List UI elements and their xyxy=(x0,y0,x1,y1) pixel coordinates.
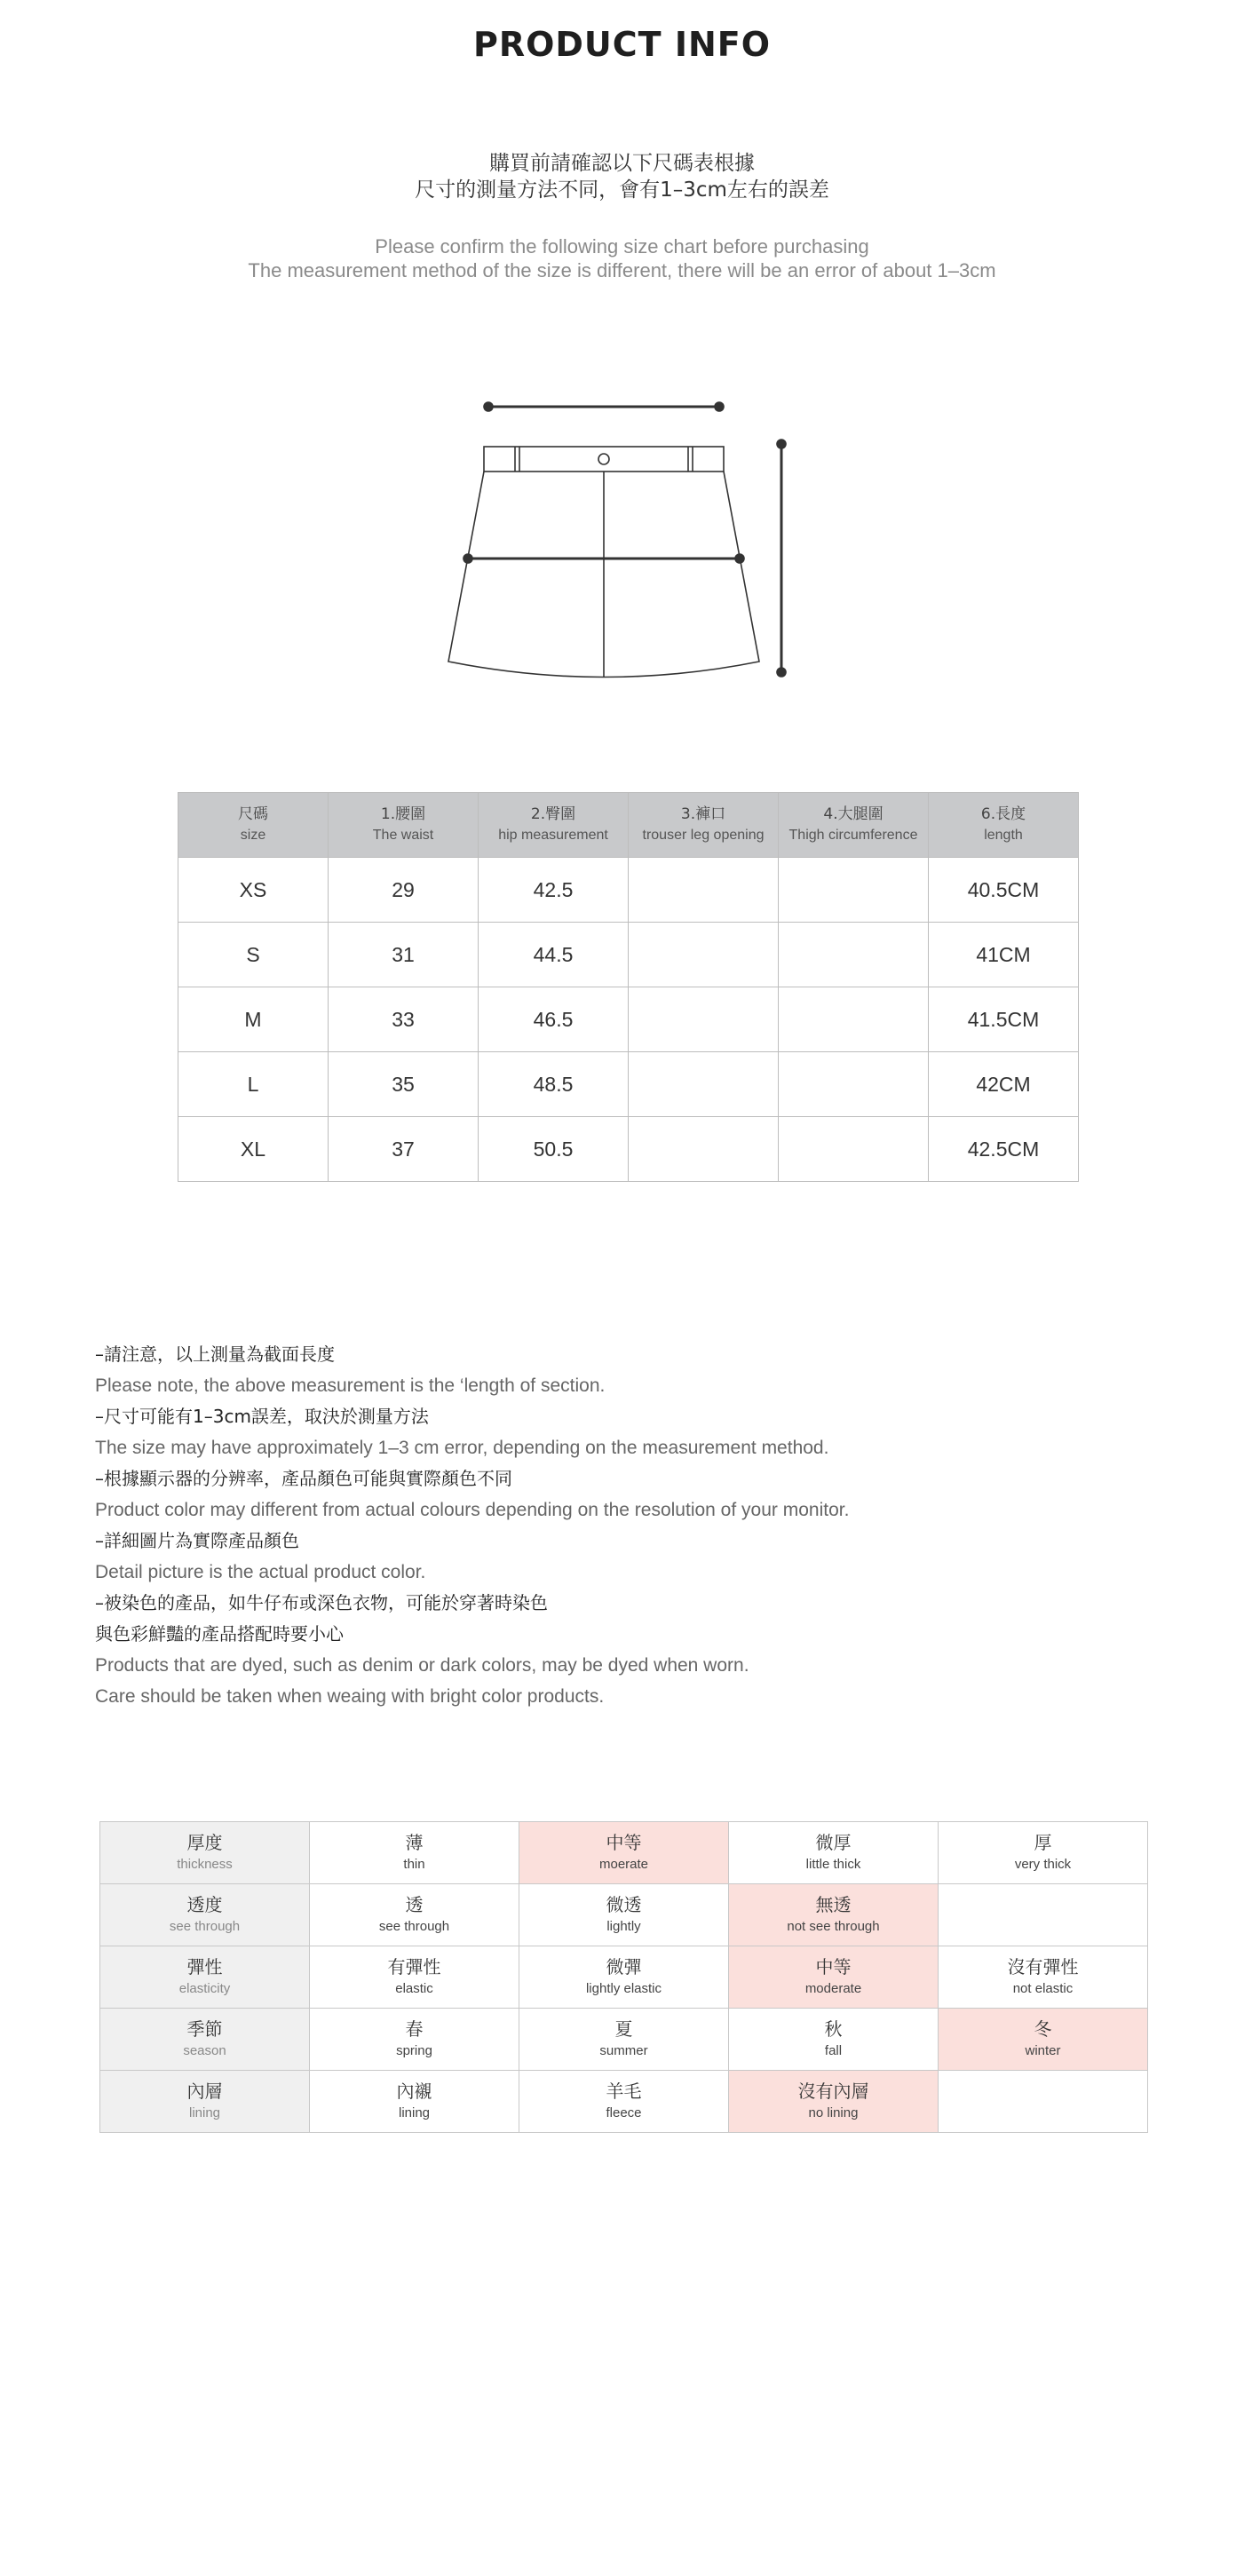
leg-opening-cell xyxy=(629,1052,779,1117)
label-zh: 內層 xyxy=(186,2081,223,2102)
fabric-row-season xyxy=(100,2009,1148,2071)
fabric-row-thickness xyxy=(100,1822,1148,1884)
fabric-row-lining xyxy=(100,2071,1148,2133)
length-cell: 41CM xyxy=(929,923,1079,987)
hip-cell: 50.5 xyxy=(479,1117,629,1182)
header-zh: 4.大腿圍 xyxy=(823,805,883,823)
size-row-xs xyxy=(178,858,1079,923)
fabric-row-see-through xyxy=(100,1884,1148,1946)
fabric-option-cell xyxy=(939,2071,1148,2133)
length-cell: 42CM xyxy=(929,1052,1079,1117)
option-zh: 微透 xyxy=(606,1894,642,1915)
waist-measure-dot-right xyxy=(715,402,724,411)
option-en: winter xyxy=(1025,2043,1061,2058)
length-measure-dot-top xyxy=(777,440,786,448)
page-title: PRODUCT INFO xyxy=(472,25,772,64)
option-en: lightly xyxy=(606,1919,641,1934)
option-en: moderate xyxy=(804,1981,862,1996)
option-zh: 微彈 xyxy=(606,1956,642,1978)
hip-cell: 48.5 xyxy=(479,1052,629,1117)
fabric-option-cell xyxy=(729,1822,939,1884)
option-zh: 微厚 xyxy=(815,1832,852,1853)
note-line: –根據顯示器的分辨率，產品顏色可能與實際顏色不同 xyxy=(95,1468,512,1489)
waist-cell: 33 xyxy=(329,987,479,1052)
option-en: not elastic xyxy=(1012,1981,1074,1996)
fabric-option-cell xyxy=(310,1946,519,2009)
fabric-label-cell xyxy=(100,1822,310,1884)
fabric-option-cell xyxy=(519,1884,729,1946)
note-line: Care should be taken when weaing with bright color products. xyxy=(95,1686,605,1707)
fabric-label-cell xyxy=(100,2071,310,2133)
length-cell: 40.5CM xyxy=(929,858,1079,923)
length-cell: 41.5CM xyxy=(929,987,1079,1052)
label-zh: 季節 xyxy=(186,2018,223,2040)
intro-en-line-1: Please confirm the following size chart before purchasing xyxy=(375,235,869,258)
size-chart-table xyxy=(178,792,1079,1182)
option-zh: 冬 xyxy=(1034,2018,1052,2040)
leg-opening-header-cell xyxy=(629,793,779,858)
size-row-xl xyxy=(178,1117,1079,1182)
intro-zh-line-2: 尺寸的測量方法不同，會有1–3cm左右的誤差 xyxy=(415,178,829,202)
option-en: fleece xyxy=(606,2105,642,2120)
option-en: lining xyxy=(398,2105,431,2120)
note-line: –尺寸可能有1–3cm誤差，取決於測量方法 xyxy=(95,1406,429,1427)
option-en: not see through xyxy=(787,1919,880,1934)
skirt-measurement-diagram xyxy=(417,377,835,697)
fabric-option-cell xyxy=(519,1822,729,1884)
option-en: moerate xyxy=(598,1857,649,1872)
note-line: 與色彩鮮豔的產品搭配時要小心 xyxy=(95,1623,344,1645)
waist-cell: 35 xyxy=(329,1052,479,1117)
label-en: thickness xyxy=(177,1857,233,1872)
thigh-cell xyxy=(779,987,929,1052)
note-line: Please note, the above measurement is the ‘length of section. xyxy=(95,1375,606,1396)
leg-opening-cell xyxy=(629,858,779,923)
fabric-option-cell xyxy=(729,1884,939,1946)
option-en: thin xyxy=(403,1857,425,1872)
option-en: summer xyxy=(599,2043,648,2058)
leg-opening-cell xyxy=(629,987,779,1052)
option-en: elastic xyxy=(395,1981,433,1996)
thigh-cell xyxy=(779,1117,929,1182)
option-zh: 秋 xyxy=(824,2018,843,2040)
label-zh: 厚度 xyxy=(186,1832,223,1853)
waist-cell: 31 xyxy=(329,923,479,987)
size-cell: S xyxy=(178,923,329,987)
fabric-option-cell xyxy=(310,1884,519,1946)
option-en: little thick xyxy=(805,1857,861,1872)
option-zh: 內襯 xyxy=(396,2081,432,2102)
fabric-label-cell xyxy=(100,2009,310,2071)
size-row-m xyxy=(178,987,1079,1052)
option-zh: 沒有內層 xyxy=(797,2081,869,2102)
option-zh: 春 xyxy=(405,2018,424,2040)
hip-cell: 42.5 xyxy=(479,858,629,923)
fabric-option-cell xyxy=(310,2071,519,2133)
intro-zh-line-1: 購買前請確認以下尺碼表根據 xyxy=(489,152,755,175)
fabric-option-cell xyxy=(729,2071,939,2133)
header-en: Thigh circumference xyxy=(788,828,918,843)
fabric-option-cell xyxy=(939,1884,1148,1946)
option-zh: 中等 xyxy=(815,1956,852,1978)
label-zh: 彈性 xyxy=(186,1956,223,1978)
hip-header-cell xyxy=(479,793,629,858)
size-cell: XS xyxy=(178,858,329,923)
intro-en-line-2: The measurement method of the size is different, there will be an error of about 1–3cm xyxy=(248,259,996,281)
waist-measure-dot-left xyxy=(484,402,493,411)
option-en: lightly elastic xyxy=(585,1981,662,1996)
note-line: Detail picture is the actual product color. xyxy=(95,1562,426,1582)
fabric-option-cell xyxy=(729,1946,939,2009)
header-zh: 尺碼 xyxy=(238,805,268,823)
fabric-option-cell xyxy=(939,2009,1148,2071)
size-header-cell xyxy=(178,793,329,858)
option-zh: 有彈性 xyxy=(387,1956,441,1978)
header-zh: 1.腰圍 xyxy=(380,805,426,823)
note-line: –請注意，以上測量為截面長度 xyxy=(95,1343,335,1365)
header-en: hip measurement xyxy=(498,828,608,843)
note-line: –被染色的產品，如牛仔布或深色衣物，可能於穿著時染色 xyxy=(95,1592,548,1613)
note-line: –詳細圖片為實際產品顏色 xyxy=(95,1530,299,1551)
leg-opening-cell xyxy=(629,1117,779,1182)
header-en: length xyxy=(984,828,1023,843)
length-measure-dot-bottom xyxy=(777,668,786,677)
thigh-header-cell xyxy=(779,793,929,858)
size-cell: L xyxy=(178,1052,329,1117)
option-en: see through xyxy=(378,1919,450,1934)
option-en: fall xyxy=(824,2043,843,2058)
label-en: season xyxy=(183,2043,226,2058)
option-en: very thick xyxy=(1014,1857,1072,1872)
header-zh: 3.褲口 xyxy=(680,805,726,823)
leg-opening-cell xyxy=(629,923,779,987)
waist-header-cell xyxy=(329,793,479,858)
waist-cell: 37 xyxy=(329,1117,479,1182)
waist-cell: 29 xyxy=(329,858,479,923)
thigh-cell xyxy=(779,1052,929,1117)
fabric-option-cell xyxy=(939,1946,1148,2009)
label-en: lining xyxy=(188,2105,221,2120)
waist-button xyxy=(598,454,609,464)
fabric-option-cell xyxy=(310,1822,519,1884)
fabric-option-cell xyxy=(729,2009,939,2071)
fabric-label-cell xyxy=(100,1884,310,1946)
hip-measure-dot-right xyxy=(735,554,744,563)
size-cell: M xyxy=(178,987,329,1052)
header-zh: 2.臀圍 xyxy=(530,805,576,823)
option-zh: 羊毛 xyxy=(606,2081,642,2102)
fabric-row-elasticity xyxy=(100,1946,1148,2009)
length-header-cell xyxy=(929,793,1079,858)
option-zh: 中等 xyxy=(606,1832,642,1853)
fabric-properties-table xyxy=(99,1821,1148,2133)
note-line: Product color may different from actual colours depending on the resolution of your monitor. xyxy=(95,1500,850,1520)
option-zh: 透 xyxy=(405,1894,424,1915)
header-en: The waist xyxy=(372,828,434,843)
thigh-cell xyxy=(779,923,929,987)
note-line: Products that are dyed, such as denim or dark colors, may be dyed when worn. xyxy=(95,1655,749,1676)
option-zh: 厚 xyxy=(1034,1832,1052,1853)
label-en: elasticity xyxy=(178,1981,231,1996)
fabric-label-cell xyxy=(100,1946,310,2009)
size-cell: XL xyxy=(178,1117,329,1182)
thigh-cell xyxy=(779,858,929,923)
size-table-header-row xyxy=(178,793,1079,858)
hip-measure-dot-left xyxy=(464,554,472,563)
option-en: no lining xyxy=(808,2105,859,2120)
size-row-s xyxy=(178,923,1079,987)
size-row-l xyxy=(178,1052,1079,1117)
fabric-option-cell xyxy=(519,2009,729,2071)
label-en: see through xyxy=(169,1919,241,1934)
option-zh: 夏 xyxy=(614,2018,633,2040)
option-zh: 薄 xyxy=(405,1832,424,1853)
length-cell: 42.5CM xyxy=(929,1117,1079,1182)
header-zh: 6.長度 xyxy=(980,805,1026,823)
header-en: trouser leg opening xyxy=(642,828,765,843)
note-line: The size may have approximately 1–3 cm error, depending on the measurement method. xyxy=(95,1438,829,1458)
option-en: spring xyxy=(396,2043,432,2058)
fabric-option-cell xyxy=(519,2071,729,2133)
notes-section xyxy=(95,1339,1161,1712)
hip-cell: 44.5 xyxy=(479,923,629,987)
fabric-option-cell xyxy=(939,1822,1148,1884)
hip-cell: 46.5 xyxy=(479,987,629,1052)
option-zh: 沒有彈性 xyxy=(1007,1956,1079,1978)
fabric-option-cell xyxy=(519,1946,729,2009)
option-zh: 無透 xyxy=(815,1894,852,1915)
label-zh: 透度 xyxy=(186,1894,223,1915)
fabric-option-cell xyxy=(310,2009,519,2071)
header-en: size xyxy=(240,828,266,843)
